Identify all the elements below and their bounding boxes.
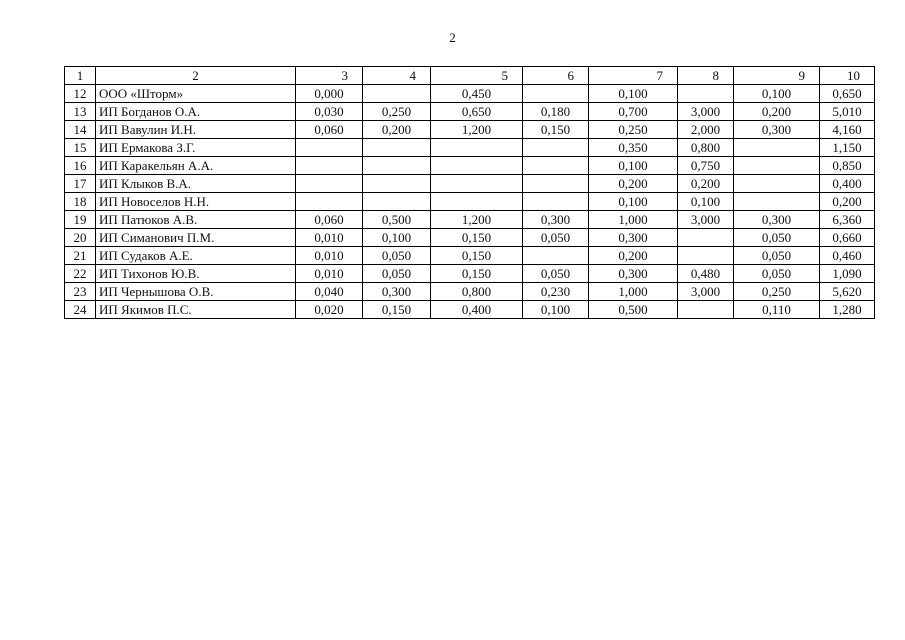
value-cell: 0,400	[431, 301, 523, 319]
value-cell: 0,100	[678, 193, 734, 211]
table-row	[65, 211, 875, 229]
value-cell: 0,200	[678, 175, 734, 193]
value-cell: 3,000	[678, 283, 734, 301]
value-cell: 0,010	[296, 265, 363, 283]
value-cell	[363, 157, 431, 175]
value-cell	[523, 175, 589, 193]
value-cell	[296, 175, 363, 193]
value-cell: 0,100	[523, 301, 589, 319]
value-cell: 0,100	[589, 157, 678, 175]
value-cell	[678, 247, 734, 265]
name-cell: ИП Новоселов Н.Н.	[96, 193, 296, 211]
value-cell: 1,280	[820, 301, 875, 319]
value-cell: 1,200	[431, 121, 523, 139]
table-row	[65, 265, 875, 283]
value-cell: 0,460	[820, 247, 875, 265]
column-header: 6	[523, 67, 589, 85]
table-row	[65, 85, 875, 103]
value-cell: 0,110	[734, 301, 820, 319]
value-cell	[734, 139, 820, 157]
value-cell: 0,750	[678, 157, 734, 175]
value-cell: 0,000	[296, 85, 363, 103]
value-cell	[296, 139, 363, 157]
value-cell: 0,500	[363, 211, 431, 229]
value-cell: 4,160	[820, 121, 875, 139]
row-number-cell: 16	[65, 157, 96, 175]
value-cell: 0,150	[523, 121, 589, 139]
name-cell: ИП Ермакова З.Г.	[96, 139, 296, 157]
column-header: 5	[431, 67, 523, 85]
value-cell	[523, 193, 589, 211]
name-cell: ИП Богданов О.А.	[96, 103, 296, 121]
value-cell: 0,300	[734, 211, 820, 229]
value-cell: 0,100	[363, 229, 431, 247]
name-cell: ИП Патюков А.В.	[96, 211, 296, 229]
value-cell	[363, 139, 431, 157]
value-cell: 0,400	[820, 175, 875, 193]
value-cell	[363, 85, 431, 103]
table-row	[65, 193, 875, 211]
column-header: 4	[363, 67, 431, 85]
value-cell	[523, 157, 589, 175]
row-number-cell: 18	[65, 193, 96, 211]
row-number-cell: 21	[65, 247, 96, 265]
value-cell: 0,650	[820, 85, 875, 103]
value-cell	[363, 175, 431, 193]
name-cell: ООО «Шторм»	[96, 85, 296, 103]
value-cell: 0,050	[363, 265, 431, 283]
value-cell: 1,000	[589, 211, 678, 229]
name-cell: ИП Симанович П.М.	[96, 229, 296, 247]
value-cell: 0,100	[589, 193, 678, 211]
value-cell: 0,350	[589, 139, 678, 157]
row-number-cell: 12	[65, 85, 96, 103]
name-cell: ИП Якимов П.С.	[96, 301, 296, 319]
value-cell: 0,250	[363, 103, 431, 121]
value-cell: 6,360	[820, 211, 875, 229]
value-cell	[734, 157, 820, 175]
value-cell: 0,480	[678, 265, 734, 283]
value-cell	[363, 193, 431, 211]
value-cell: 1,150	[820, 139, 875, 157]
value-cell: 0,200	[820, 193, 875, 211]
value-cell	[523, 85, 589, 103]
value-cell: 0,250	[589, 121, 678, 139]
value-cell	[678, 301, 734, 319]
value-cell: 0,150	[363, 301, 431, 319]
name-cell: ИП Судаков А.Е.	[96, 247, 296, 265]
table-header-row	[65, 67, 875, 85]
row-number-cell: 20	[65, 229, 96, 247]
table-row	[65, 247, 875, 265]
name-cell: ИП Чернышова О.В.	[96, 283, 296, 301]
value-cell	[431, 157, 523, 175]
page-number: 2	[449, 30, 456, 45]
value-cell: 0,010	[296, 229, 363, 247]
value-cell: 5,620	[820, 283, 875, 301]
value-cell: 0,300	[363, 283, 431, 301]
column-header: 10	[820, 67, 875, 85]
value-cell: 0,050	[734, 265, 820, 283]
value-cell: 0,060	[296, 121, 363, 139]
column-header: 7	[589, 67, 678, 85]
value-cell: 0,050	[734, 247, 820, 265]
table-row	[65, 139, 875, 157]
name-cell: ИП Клыков В.А.	[96, 175, 296, 193]
value-cell: 0,060	[296, 211, 363, 229]
data-table	[64, 66, 875, 319]
value-cell: 0,050	[523, 265, 589, 283]
value-cell: 0,230	[523, 283, 589, 301]
value-cell: 0,300	[734, 121, 820, 139]
value-cell	[296, 193, 363, 211]
column-header: 2	[96, 67, 296, 85]
value-cell: 0,030	[296, 103, 363, 121]
value-cell: 0,050	[363, 247, 431, 265]
value-cell: 0,180	[523, 103, 589, 121]
row-number-cell: 15	[65, 139, 96, 157]
value-cell: 0,050	[523, 229, 589, 247]
table-row	[65, 157, 875, 175]
value-cell: 0,100	[734, 85, 820, 103]
row-number-cell: 17	[65, 175, 96, 193]
name-cell: ИП Тихонов Ю.В.	[96, 265, 296, 283]
value-cell: 0,050	[734, 229, 820, 247]
row-number-cell: 23	[65, 283, 96, 301]
row-number-cell: 14	[65, 121, 96, 139]
column-header: 8	[678, 67, 734, 85]
value-cell	[678, 85, 734, 103]
row-number-cell: 24	[65, 301, 96, 319]
value-cell: 0,300	[523, 211, 589, 229]
column-header: 1	[65, 67, 96, 85]
value-cell: 0,200	[589, 247, 678, 265]
value-cell	[734, 175, 820, 193]
value-cell: 1,000	[589, 283, 678, 301]
value-cell: 0,200	[589, 175, 678, 193]
value-cell: 0,200	[363, 121, 431, 139]
value-cell: 0,650	[431, 103, 523, 121]
value-cell: 0,450	[431, 85, 523, 103]
value-cell: 0,300	[589, 265, 678, 283]
value-cell: 0,040	[296, 283, 363, 301]
table-row	[65, 229, 875, 247]
value-cell: 0,850	[820, 157, 875, 175]
table-row	[65, 301, 875, 319]
value-cell: 0,250	[734, 283, 820, 301]
value-cell	[431, 139, 523, 157]
value-cell: 0,300	[589, 229, 678, 247]
value-cell: 1,090	[820, 265, 875, 283]
value-cell: 0,010	[296, 247, 363, 265]
value-cell: 0,500	[589, 301, 678, 319]
value-cell	[296, 157, 363, 175]
name-cell: ИП Вавулин И.Н.	[96, 121, 296, 139]
value-cell	[431, 175, 523, 193]
row-number-cell: 13	[65, 103, 96, 121]
value-cell	[431, 193, 523, 211]
value-cell	[678, 229, 734, 247]
value-cell: 0,800	[678, 139, 734, 157]
value-cell	[523, 139, 589, 157]
row-number-cell: 22	[65, 265, 96, 283]
value-cell: 0,100	[589, 85, 678, 103]
value-cell: 0,020	[296, 301, 363, 319]
value-cell: 0,150	[431, 229, 523, 247]
table-row	[65, 103, 875, 121]
value-cell: 1,200	[431, 211, 523, 229]
column-header: 9	[734, 67, 820, 85]
value-cell: 0,150	[431, 265, 523, 283]
row-number-cell: 19	[65, 211, 96, 229]
value-cell: 0,150	[431, 247, 523, 265]
table-row	[65, 121, 875, 139]
table-row	[65, 283, 875, 301]
name-cell: ИП Каракельян А.А.	[96, 157, 296, 175]
value-cell: 0,700	[589, 103, 678, 121]
value-cell: 3,000	[678, 211, 734, 229]
value-cell	[734, 193, 820, 211]
value-cell: 2,000	[678, 121, 734, 139]
value-cell	[523, 247, 589, 265]
table-row	[65, 175, 875, 193]
value-cell: 0,800	[431, 283, 523, 301]
value-cell: 3,000	[678, 103, 734, 121]
value-cell: 5,010	[820, 103, 875, 121]
column-header: 3	[296, 67, 363, 85]
value-cell: 0,660	[820, 229, 875, 247]
value-cell: 0,200	[734, 103, 820, 121]
